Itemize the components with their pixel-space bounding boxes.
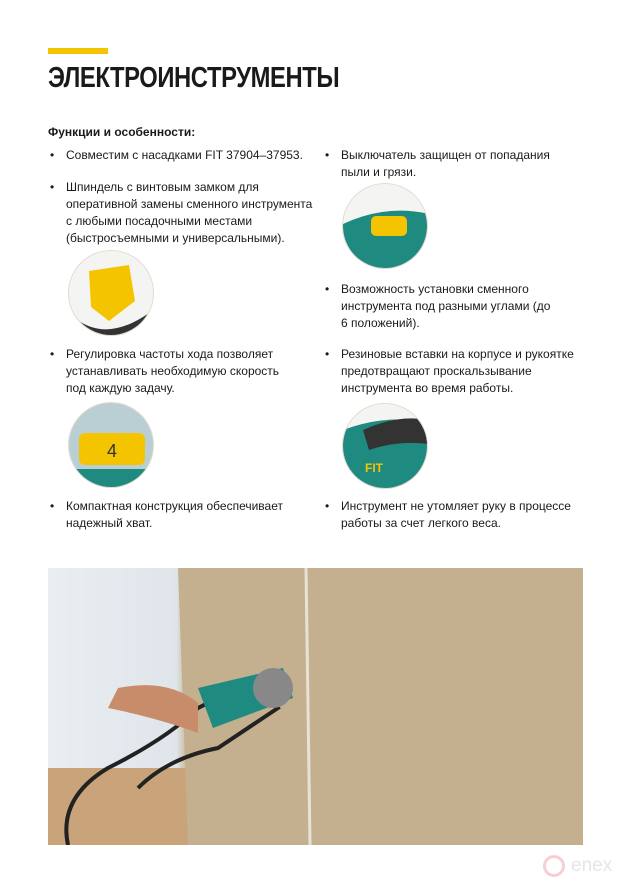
- feature-item: • Регулировка частоты хода позволяет устанавливать необходимую скорость под каждую задачу.: [50, 347, 280, 395]
- spindle-lock-image: [68, 250, 154, 336]
- rubber-grip-image: [342, 403, 428, 489]
- feature-item: • Резиновые вставки на корпусе и рукоятке предотвращают проскальзывание инструмента во время работы.: [325, 347, 574, 395]
- enex-logo: enex: [543, 855, 612, 877]
- feature-item: • Шпиндель с винтовым замком для оперативной замены сменного инструмента с любыми посадочными местами (быстросъемными и универсальными).: [50, 180, 313, 245]
- svg-text:FIT: FIT: [365, 461, 383, 475]
- feature-item: • Инструмент не утомляет руку в процессе работы за счет легкого веса.: [325, 499, 571, 530]
- tool-in-use-photo: [48, 568, 583, 845]
- feature-item: • Совместим с насадками FIT 37904–37953.: [50, 148, 303, 162]
- svg-text:4: 4: [106, 441, 118, 461]
- speed-dial-image: [68, 402, 154, 488]
- feature-item: • Компактная конструкция обеспечивает надежный хват.: [50, 499, 283, 530]
- switch-image: [342, 183, 428, 269]
- feature-item: • Выключатель защищен от попадания пыли и грязи.: [325, 148, 550, 179]
- feature-item: • Возможность установки сменного инструмента под разными углами (до 6 положений).: [325, 282, 551, 330]
- section-subtitle: Функции и особенности:: [48, 125, 196, 139]
- accent-bar: [48, 48, 108, 54]
- page-title: ЭЛЕКТРОИНСТРУМЕНТЫ: [48, 62, 340, 94]
